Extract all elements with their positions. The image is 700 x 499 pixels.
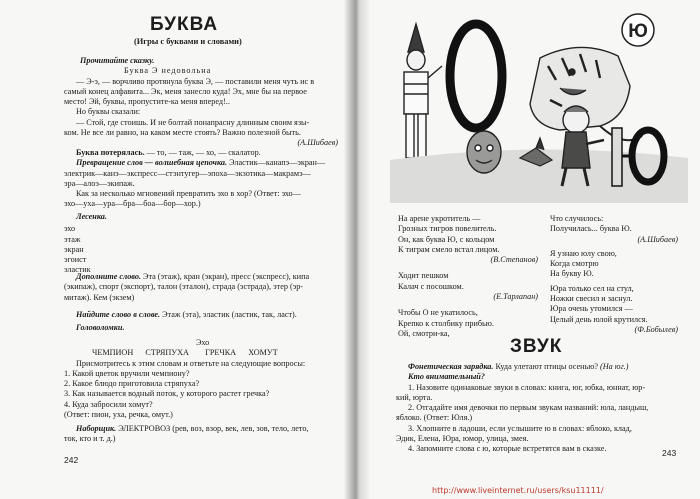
story-author: (А.Шибаев)	[297, 138, 338, 148]
lost-letter-text: — то, — таж, — хо, — скалатор.	[146, 148, 261, 157]
warmup-lead: Фонетическая зарядка.	[408, 362, 494, 371]
attentive-title: Кто внимательный?	[408, 372, 485, 382]
ladder-word: эхо	[64, 224, 76, 234]
echo-intro: Присмотритесь к этим словам и ответьте на следующие вопросы:	[76, 358, 306, 368]
find-text: Этаж (эта), эластик (ластик, так, ласт).	[160, 310, 297, 319]
poem-author: (Е.Тарлапан)	[493, 292, 538, 302]
complete-text: Эта (этаж), кран (экран), пресс (экспресс), кипа	[141, 272, 310, 281]
poem-line: Юра очень утомился —	[550, 304, 633, 314]
letter-badge-text: Ю	[628, 21, 648, 42]
task-line: 4. Запомните слова с ю, которые встретятся вам в сказке.	[408, 444, 607, 454]
transform-line: электрик—канэ—экспресс—стэнтугер—эпоха—экзотика—макрамэ—	[64, 168, 311, 178]
task-line: яблоко. (Ответ: Юля.)	[396, 413, 473, 423]
page-subtitle: (Игры с буквами и словами)	[134, 37, 242, 46]
exercises-block	[64, 148, 338, 210]
ladder-word: эластик	[64, 265, 91, 275]
ladder-word: эгоист	[64, 255, 87, 265]
story-line: — Стой, где стоишь. И не болтай понапрасну длинным своим язы-	[76, 117, 310, 127]
poem-line: Ножки свесил и заснул.	[550, 294, 633, 304]
tamer-figure	[402, 24, 442, 160]
ladder-word: этаж	[64, 234, 81, 244]
transform-line: эра—алоэ—экипаж.	[64, 178, 135, 188]
task-read-story: Прочитайте сказку.	[80, 56, 155, 65]
poem-author: (А.Шибаев)	[637, 234, 678, 244]
warmup-question: Куда улетают птицы осенью?	[493, 362, 598, 371]
task-line: 1. Назовите одинаковые звуки в словах: книга, юг, юбка, юннат, юр-	[408, 382, 646, 392]
page-number-left: 242	[64, 455, 79, 465]
poem-line: Юра только сел на стул,	[550, 283, 634, 293]
puzzles-title: Головоломки.	[76, 323, 125, 333]
story-line: самый конец алфавита... Эк, меня занесло куда! Эх, мне бы на первое	[64, 86, 307, 96]
echo-block	[64, 338, 338, 420]
right-page	[370, 0, 700, 499]
story-line: Но буквы сказали:	[76, 107, 141, 117]
poem-line: Он, как буква Ю, с кольцом	[398, 234, 495, 244]
page-number-right: 243	[662, 448, 677, 458]
typesetter-text: ЭЛЕКТРОВОЗ (рев, воз, взор, век, лев, зов, тело, лето,	[116, 424, 309, 433]
echo-word: ЧЕМПИОН	[92, 348, 134, 358]
poem-line: Что случилось:	[550, 214, 604, 223]
ladder-title: Лесенка.	[76, 212, 107, 221]
egg-character	[467, 131, 501, 173]
find-lead: Найдите слово в слове.	[76, 310, 161, 319]
story-title: Буква Э недовольна	[124, 66, 212, 76]
poem-line: Ходит пешком	[398, 271, 449, 281]
letter-o-ring	[450, 24, 502, 128]
echo-word: ХОМУТ	[248, 348, 278, 358]
transform-lead: Превращение слов — волшебная цепочка.	[76, 158, 228, 168]
question-line: Как за несколько мгновений превратить эхо в хор? (Ответ: эхо—	[76, 189, 301, 199]
poem-line: Крепко к столбику прибью.	[398, 318, 494, 328]
echo-question: 2. Какое блюдо приготовила стряпуха?	[64, 379, 200, 389]
poem-line: Калач с посошком.	[398, 281, 464, 291]
echo-question: 3. Как называется водный поток, у которого растет гречка?	[64, 389, 270, 399]
lost-letter-lead: Буква потерялась.	[76, 148, 145, 157]
transform-text: Эластик—канапэ—экран—	[227, 158, 326, 168]
sound-exercises	[396, 362, 680, 455]
page-title: БУКВА	[150, 14, 219, 35]
task-line: 2. Отгадайте имя девочки по первым звукам названий: юла, ландыш,	[408, 403, 649, 413]
poem-right	[550, 214, 678, 335]
poem-left	[398, 214, 538, 339]
story-line: место! Эй, буквы, пропустите-ка меня вперед!..	[64, 97, 230, 107]
poem-line: Получилась... буква Ю.	[550, 224, 632, 234]
complete-lead: Дополните слово.	[76, 272, 141, 281]
echo-question: 1. Какой цветок вручили чемпиону?	[64, 368, 190, 378]
task-line: Эдик, Елена, Юра, юмор, улица, змея.	[396, 434, 529, 444]
left-page	[0, 0, 346, 499]
echo-word: СТРЯПУХА	[145, 348, 189, 358]
story-block	[64, 56, 338, 149]
typesetter-block	[64, 424, 338, 445]
book-gutter	[344, 0, 370, 499]
circus-illustration	[390, 8, 688, 203]
echo-question: 4. Куда забросили хомут?	[64, 399, 153, 409]
poem-line: Ой, смотри-ка,	[398, 328, 450, 338]
poem-line: Целый день юлой крутился.	[550, 314, 648, 324]
poem-author: (В.Степанов)	[490, 255, 538, 265]
complete-line: (экипаж), спорт (экспорт), талон (эталон), страда (эстрада), этер (эр-	[64, 282, 304, 292]
typesetter-lead: Наборщик.	[76, 424, 117, 433]
ladder-block	[64, 212, 338, 276]
warmup-answer: (На юг.)	[600, 362, 629, 371]
typesetter-line: ток, кто и т. д.)	[64, 434, 116, 444]
echo-title: Эхо	[196, 338, 210, 347]
find-block	[64, 310, 338, 334]
complete-line: митаж). Кем (экзем)	[64, 292, 135, 302]
footer-url[interactable]: http://www.liveinternet.ru/users/ksu11111/	[432, 486, 604, 495]
poem-line: Я узнаю юлу свою,	[550, 248, 617, 258]
poem-author: (Ф.Бобылев)	[634, 324, 678, 334]
story-line: ком. Не все ли равно, на каком месте стоять? Важно полезной быть.	[64, 128, 301, 138]
poem-line: Когда смотрю	[550, 259, 599, 269]
task-line: 3. Хлопните в ладоши, если услышите ю в словах: яблоко, клад,	[408, 423, 632, 433]
poem-line: На букву Ю.	[550, 269, 594, 279]
ladder-word: экран	[64, 244, 84, 254]
task-line: кий, юрта.	[396, 392, 433, 402]
poem-line: Чтобы О не укатилось,	[398, 308, 478, 318]
question-line: эхо—уха—ура—бра—боа—бор—хор.)	[64, 199, 201, 209]
echo-answer: (Ответ: пион, уха, речка, омут.)	[64, 410, 173, 420]
poem-line: На арене укротитель —	[398, 214, 481, 223]
poem-line: Грозных тигров повелитель.	[398, 224, 497, 234]
story-line: — Э-э, — ворчливо протянула буква Э, — поставили меня чуть ис в	[76, 76, 315, 86]
poem-line: К тиграм смело встал лицом.	[398, 244, 500, 254]
echo-word: ГРЕЧКА	[205, 348, 237, 358]
section-title: ЗВУК	[510, 336, 563, 357]
complete-block	[64, 272, 338, 303]
